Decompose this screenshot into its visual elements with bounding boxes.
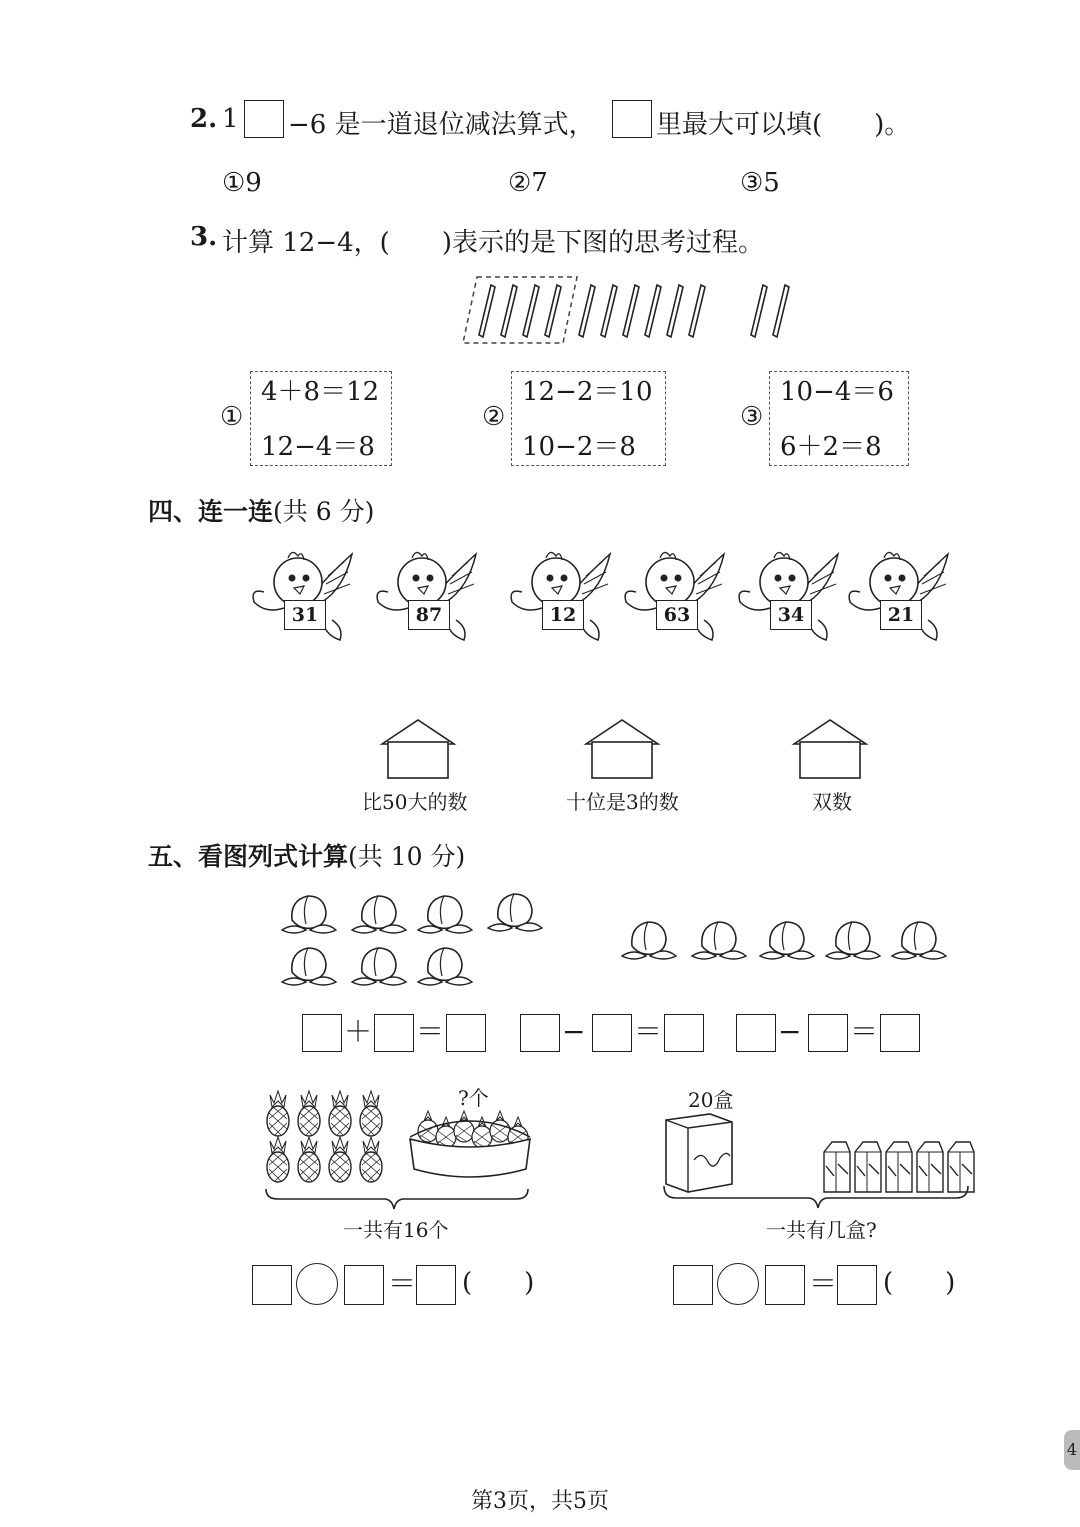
counting-stick xyxy=(667,285,683,337)
answer-box[interactable] xyxy=(520,1014,560,1052)
counting-stick xyxy=(601,285,617,337)
pineapple-icon xyxy=(298,1137,320,1182)
operator-sign: ＝ xyxy=(850,1015,879,1048)
bird-card[interactable] xyxy=(620,548,730,650)
equals-sign: ＝ xyxy=(809,1267,838,1300)
operator-circle[interactable] xyxy=(296,1263,338,1305)
pineapple-icon xyxy=(329,1137,351,1182)
peach-icon xyxy=(416,890,476,940)
q3-option-box-1 xyxy=(250,371,392,466)
answer-box[interactable] xyxy=(673,1265,713,1305)
section5-heading xyxy=(148,837,465,873)
house-label: 比50大的数 xyxy=(362,790,468,814)
peach-icon xyxy=(620,916,680,966)
pineapple-icon xyxy=(329,1091,351,1136)
q3-option-1-line1: 4＋8＝12 xyxy=(261,377,380,407)
answer-box[interactable] xyxy=(808,1014,848,1052)
pineapple-icon xyxy=(298,1091,320,1136)
section5-title: 五、看图列式计算 xyxy=(148,842,349,871)
counting-sticks-illustration xyxy=(455,273,815,348)
q2-suffix-text: 里最大可以填( )。 xyxy=(656,110,911,140)
bird-card[interactable] xyxy=(506,548,616,650)
bird-number: 63 xyxy=(656,600,698,630)
counting-stick xyxy=(773,285,789,337)
house-target[interactable] xyxy=(584,718,660,780)
milk-big-label: 20盒 xyxy=(688,1088,734,1112)
bird-card[interactable] xyxy=(844,548,954,650)
q3-option-2-line1: 12−2＝10 xyxy=(522,377,653,407)
counting-stick xyxy=(579,285,595,337)
operator-sign: − xyxy=(778,1015,802,1048)
bird-icon xyxy=(844,548,954,650)
pineapple-icon xyxy=(267,1137,289,1182)
page-footer: 第3页，共5页 xyxy=(471,1489,609,1514)
peach-icon xyxy=(890,916,950,966)
page-edge-tab: 4 xyxy=(1064,1430,1080,1470)
counting-stick xyxy=(751,285,767,337)
q3-marker-3: ③ xyxy=(740,402,764,432)
pineapple-question-label: ?个 xyxy=(458,1086,489,1110)
small-milk-carton-icon xyxy=(886,1142,912,1192)
pineapples-illustration xyxy=(258,1085,538,1215)
bird-number: 12 xyxy=(542,600,584,630)
bird-card[interactable] xyxy=(734,548,844,650)
milk-total-label: 一共有几盒? xyxy=(766,1218,877,1242)
house-icon xyxy=(792,718,868,780)
answer-box[interactable] xyxy=(446,1014,486,1052)
q2-option-3: ③5 xyxy=(740,168,780,198)
answer-box[interactable] xyxy=(765,1265,805,1305)
q3-marker-2: ② xyxy=(482,402,506,432)
house-icon xyxy=(380,718,456,780)
bird-card[interactable] xyxy=(372,548,482,650)
section4-points: (共 6 分) xyxy=(273,497,375,526)
counting-stick xyxy=(645,285,661,337)
unit-paren[interactable]: ( ) xyxy=(883,1268,956,1298)
bird-number: 34 xyxy=(770,600,812,630)
equals-sign: ＝ xyxy=(388,1267,417,1300)
q2-number: 2. xyxy=(190,104,218,134)
bird-icon xyxy=(372,548,482,650)
bird-number: 21 xyxy=(880,600,922,630)
counting-stick xyxy=(623,285,639,337)
q3-option-3-line1: 10−4＝6 xyxy=(780,377,894,407)
peach-icon xyxy=(350,890,410,940)
peach-icon xyxy=(280,890,340,940)
q2-middle-text: −6 是一道退位减法算式， xyxy=(288,110,595,140)
answer-box[interactable] xyxy=(592,1014,632,1052)
q3-marker-1: ① xyxy=(220,402,244,432)
pineapple-icon xyxy=(360,1137,382,1182)
q3-option-box-2 xyxy=(511,371,666,466)
bird-number: 31 xyxy=(284,600,326,630)
q3-number: 3. xyxy=(190,222,218,252)
counting-stick xyxy=(523,285,539,337)
answer-box[interactable] xyxy=(664,1014,704,1052)
answer-box[interactable] xyxy=(837,1265,877,1305)
house-label: 十位是3的数 xyxy=(566,790,679,814)
peach-icon xyxy=(690,916,750,966)
pineapple-total-label: 一共有16个 xyxy=(343,1218,449,1242)
q2-blank-box-2[interactable] xyxy=(612,100,652,138)
peach-icon xyxy=(758,916,818,966)
peach-icon xyxy=(486,888,546,938)
peach-icon xyxy=(824,916,884,966)
house-target[interactable] xyxy=(380,718,456,780)
pineapple-in-basket-icon xyxy=(454,1111,474,1142)
q3-option-1-line2: 12−4＝8 xyxy=(261,432,375,462)
house-icon xyxy=(584,718,660,780)
unit-paren[interactable]: ( ) xyxy=(462,1268,535,1298)
peach-icon xyxy=(280,942,340,992)
answer-box[interactable] xyxy=(416,1265,456,1305)
counting-stick xyxy=(689,285,705,337)
counting-stick xyxy=(501,285,517,337)
operator-sign: ＝ xyxy=(416,1015,445,1048)
house-label: 双数 xyxy=(812,790,852,814)
section5-points: (共 10 分) xyxy=(348,842,466,871)
section4-title: 四、连一连 xyxy=(148,497,274,526)
q2-prefix: 1 xyxy=(222,104,239,134)
bird-card[interactable] xyxy=(248,548,358,650)
operator-sign: ＝ xyxy=(634,1015,663,1048)
answer-box[interactable] xyxy=(374,1014,414,1052)
small-milk-carton-icon xyxy=(824,1142,850,1192)
q2-option-1: ①9 xyxy=(222,168,262,198)
operator-circle[interactable] xyxy=(717,1263,759,1305)
q3-option-box-3 xyxy=(769,371,909,466)
q2-blank-box-1[interactable] xyxy=(244,100,284,138)
q3-option-2-line2: 10−2＝8 xyxy=(522,432,636,462)
answer-box[interactable] xyxy=(880,1014,920,1052)
peach-icon xyxy=(350,942,410,992)
peach-icon xyxy=(416,942,476,992)
pineapple-icon xyxy=(360,1091,382,1136)
small-milk-carton-icon xyxy=(855,1142,881,1192)
q3-text: 计算 12−4，( )表示的是下图的思考过程。 xyxy=(222,228,764,258)
answer-box[interactable] xyxy=(344,1265,384,1305)
answer-box[interactable] xyxy=(736,1014,776,1052)
bird-icon xyxy=(734,548,844,650)
bird-icon xyxy=(620,548,730,650)
q3-option-3-line2: 6＋2＝8 xyxy=(780,432,882,462)
counting-stick xyxy=(479,285,495,337)
q2-option-2: ②7 xyxy=(508,168,548,198)
small-milk-carton-icon xyxy=(948,1142,974,1192)
section4-heading xyxy=(148,492,374,528)
brace-left xyxy=(266,1189,528,1209)
bird-number: 87 xyxy=(408,600,450,630)
big-milk-box-icon xyxy=(666,1114,732,1192)
pineapple-icon xyxy=(267,1091,289,1136)
operator-sign: − xyxy=(562,1015,586,1048)
small-milk-carton-icon xyxy=(917,1142,943,1192)
answer-box[interactable] xyxy=(302,1014,342,1052)
bird-icon xyxy=(248,548,358,650)
answer-box[interactable] xyxy=(252,1265,292,1305)
bird-icon xyxy=(506,548,616,650)
house-target[interactable] xyxy=(792,718,868,780)
counting-stick xyxy=(545,285,561,337)
operator-sign: ＋ xyxy=(344,1015,373,1048)
